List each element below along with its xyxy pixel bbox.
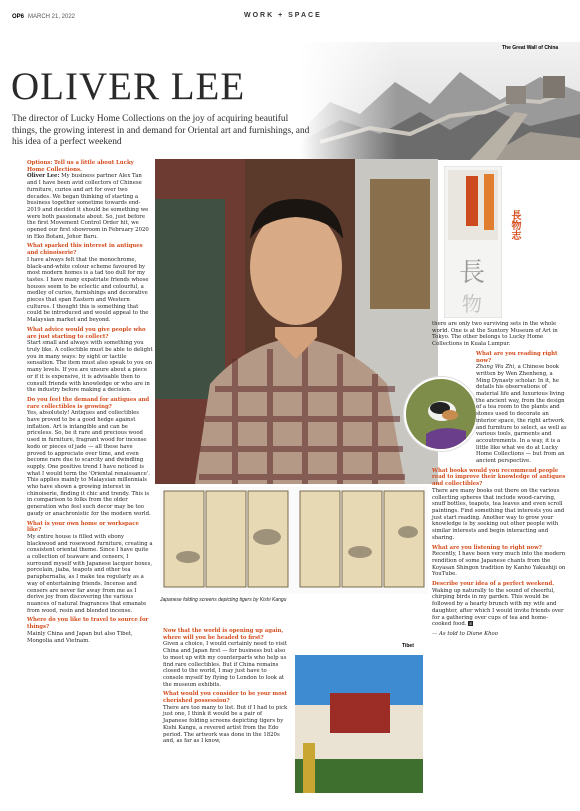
column-1 xyxy=(27,160,153,647)
caption-tibet: Tibet xyxy=(402,643,414,649)
column-2 xyxy=(163,628,288,748)
answer-3: Start small and always with something you truly like. A collectible must be able to delight you in many ways: by sight or tactile sensation. The item must also speak to you on many levels. If you are unsure about a piece or if it is expensive, it is advisable then to consult friends with knowledge or who are in the industry before making a decision. xyxy=(27,340,153,394)
question-11: What are you listening to right now? xyxy=(432,544,542,551)
question-3: What advice would you give people who are just starting to collect? xyxy=(27,326,146,340)
answer-6: Mainly China and Japan but also Tibet, Mongolia and Vietnam. xyxy=(27,630,133,644)
book-title: Zhang Wu Zhi, xyxy=(476,364,516,371)
answer-2: I have always felt that the monochrome, black-and-white colour scheme favoured by most modern homes is a tad too dull for my tastes. I have many expatriate friends whose houses seem to be eclectic and colourful, a medley of curios, furnishings and decorative pieces that span Eastern and Western cultures. I thought this is something that could be introduced and would appeal to the Malaysian market and beyond. xyxy=(27,256,149,324)
speaker-name: Oliver Lee: xyxy=(27,173,60,180)
options-label: Options: xyxy=(27,160,53,166)
tibet-illustration xyxy=(295,655,423,793)
section-title: WORK + SPACE xyxy=(244,12,322,19)
answer-7: Given a choice, I would certainly need to visit China and Japan first — for business but also to meet up with my counterparts who help us find rare collectibles. But if China remains closed to the world, I may just have to console myself by flying to London to look at the museum exhibits. xyxy=(163,641,287,688)
question-2: What sparked this interest in antiques and chinoiserie? xyxy=(27,243,143,257)
answer-9: a Chinese book written by Wen Zhenheng, a Ming Dynasty scholar. In it, he details his observations of material life and luxurious living the ancient way, from the design of a tea room to the plants and stones used to decorate an interior space, the right artwork and furniture to select, as well as various tools, garments and accoutrements. In a way, it is a little like what we do at Lucky Home Collections — but from an ancient perspective. xyxy=(476,364,567,465)
answer-10: There are many books out there on the various collecting spheres that include wood-carving, snuff bottles, teapots, tea leaves and even scroll paintings. Find something that interests you and just start reading. Another way to grow your knowledge is by seeking out other people with similar interests and begin interacting and sharing. xyxy=(432,487,565,541)
article-intro: The director of Lucky Home Collections on the joy of acquiring beautiful things, the growing interest in and demand for Oriental art and furnishings, and his idea of a perfect weekend xyxy=(12,114,310,148)
folding-screens-illustration xyxy=(160,487,428,594)
answer-11: Recently, I have been very much into the modern rendition of some Japanese chants from the Koyasan Shingon tradition by Kanho Yakushiji on YouTube. xyxy=(432,551,566,578)
issue-date: MARCH 21, 2022 xyxy=(28,14,76,20)
answer-8-continued: there are only two surviving sets in the whole world. One is at the Suntory Museum of Art in Tokyo. The other belongs to Lucky Home Collections in Kuala Lumpur. xyxy=(432,321,558,348)
folding-screens-photo xyxy=(160,487,428,594)
page-number: OP6 xyxy=(12,14,25,20)
question-1: Tell us a little about Lucky Home Collections. xyxy=(27,160,134,173)
svg-text:長: 長 xyxy=(458,258,486,288)
answer-1: My business partner Alex Tan and I have been avid collectors of Chinese furniture, curios and art for over two decades. We began thinking of starting a business together sometime towards end-2019 and decided it should be something we were both passionate about. So, just before the first Movement Control Order hit, we opened our first showroom in February 2020 in Eko Botani, Johor Baru. xyxy=(27,173,149,240)
question-8: What would you consider to be your most cherished possession? xyxy=(163,691,288,705)
article-credit: — As told to Diane Khoo xyxy=(432,630,498,637)
book-spine-title: 長物志 xyxy=(509,210,520,240)
answer-4: Yes, absolutely! Antiques and collectibles have proved to be a good hedge against inflation. Art is intangible and can be priceless. So, be it rare and precious wood used in furniture, fragrant wood for incense kodo or pieces of jade — all these have proved to appreciate over time, and even become rare due to scarcity and dwindling supply. One positive trend I have noticed is what I would term the 'Oriental renaissance'. This applies mainly to Malaysian millennials who have shown a growing interest in chinoiserie, finding it chic and trendy. This is in comparison to folks from the older generation who feel such decor may be too gaudy or anachronistic for the modern world. xyxy=(27,410,151,517)
great-wall-illustration xyxy=(300,42,580,160)
answer-5: My entire house is filled with ebony blackwood and rosewood furniture, creating a consistent oriental theme. Since I have quite a collection of teaware and censers, I surround myself with Japanese lacquer boxes, porcelain, jiaba, teapots and other tea paraphernalia, as I make tea regularly as a way of entertaining friends. Incense and censers are never far away from me as I derive joy from discovering the various nuances of natural fragrances that emanate from wood, resin and blended incense. xyxy=(27,533,153,614)
article-title: OLIVER LEE xyxy=(11,65,246,108)
portrait-illustration xyxy=(155,159,438,484)
question-9: What are you reading right now? xyxy=(476,350,558,364)
question-12: Describe your idea of a perfect weekend. xyxy=(432,581,555,588)
question-5: What is your own home or workspace like? xyxy=(27,520,139,534)
answer-8: There are too many to list. But if I had to pick just one, I think it would be a pair of Japanese folding screens depicting tigers by Kishi Kangu, a revered artist from the Edo period. The artwork was done in the 1820s and, as far as I know, xyxy=(163,704,288,745)
answer-12: Waking up naturally to the sound of cheerful, chirping birds in my garden. This would be followed by a hearty brunch with my wife and daughter, after which I would invite friends over for a gathering over cups of tea and home-cooked food. xyxy=(432,587,564,628)
question-4: Do you feel the demand for antiques and rare collectibles is growing? xyxy=(27,396,150,410)
great-wall-photo xyxy=(300,42,580,160)
end-mark: E xyxy=(469,621,473,627)
question-7: Now that the world is opening up again, where will you be headed to first? xyxy=(163,628,284,641)
caption-folding-screens: Japanese folding screens depicting tigers by Kishi Kangu xyxy=(160,597,287,603)
book-illustration xyxy=(444,166,502,318)
svg-text:物: 物 xyxy=(462,292,482,316)
caption-great-wall: The Great Wall of China xyxy=(502,45,559,51)
tibet-photo xyxy=(295,655,423,793)
portrait-photo xyxy=(155,159,438,484)
question-6: Where do you like to travel to source for things? xyxy=(27,617,149,631)
column-3 xyxy=(432,321,567,641)
question-10: What books would you recommend people read to improve their knowledge of antiques and collectibles? xyxy=(432,467,566,488)
book-image xyxy=(444,166,502,318)
